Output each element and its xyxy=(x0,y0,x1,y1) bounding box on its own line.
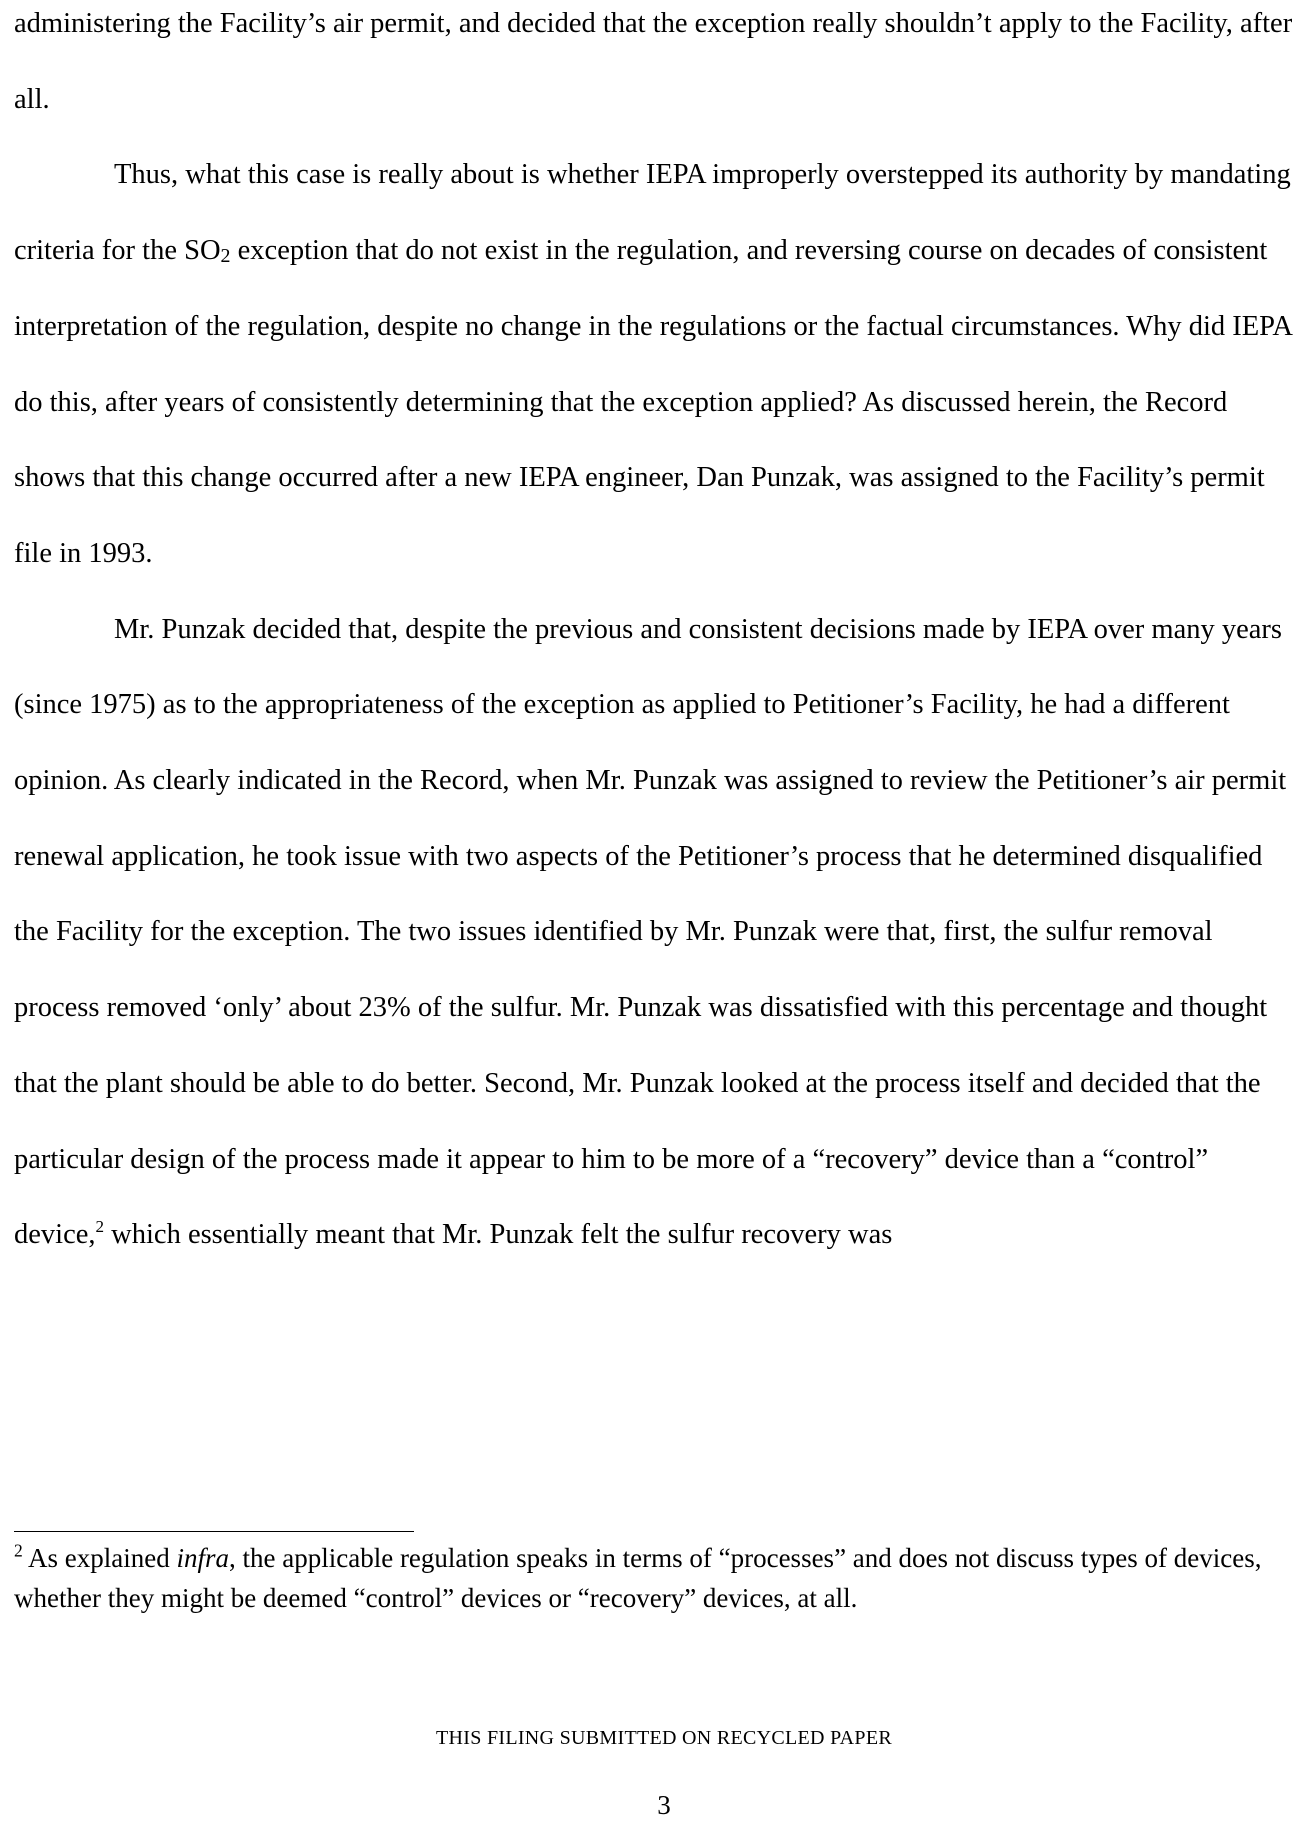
footnote-separator xyxy=(14,1531,414,1532)
paragraph-3: Mr. Punzak decided that, despite the previous and consistent decisions made by IEPA over many years (since 1975) as to the appropriateness of the exception as applied to Petitioner’s Facility, he had a different opinion. As clearly indicated in the Record, when Mr. Punzak was assigned to review the Petitioner’s air permit renewal application, he took issue with two aspects of the Petitioner’s process that he determined disqualified the Facility for the exception. The two issues identified by Mr. Punzak were that, first, the sulfur removal process removed ‘only’ about 23% of the sulfur. Mr. Punzak was dissatisfied with this percentage and thought that the plant should be able to do better. Second, Mr. Punzak looked at the process itself and decided that the particular design of the process made it appear to him to be more of a “recovery” device than a “control” device,$^2$ which essentially meant that Mr. Punzak felt the sulfur recovery was xyxy=(14,613,1287,1251)
footnote-italic: infra xyxy=(176,1543,230,1573)
body-text xyxy=(14,0,1299,1273)
footer-label: THIS FILING SUBMITTED ON RECYCLED PAPER xyxy=(436,1727,892,1749)
footnote-number: 2 xyxy=(14,1540,23,1561)
page-number: 3 xyxy=(657,1790,671,1820)
paragraph-1: administering the Facility’s air permit, and decided that the exception really shouldn’t apply to the Facility, after all. xyxy=(14,8,1293,115)
paragraph-2: Thus, what this case is really about is whether IEPA improperly overstepped its authority by mandating criteria for the $SO_2$ exception that do not exist in the regulation, and reversing course on decades of consistent interpretation of the regulation, despite no change in the regulations or the factual circumstances. Why did IEPA do this, after years of consistently determining that the exception applied? As discussed herein, the Record shows that this change occurred after a new IEPA engineer, Dan Punzak, was assigned to the Facility’s permit file in 1993. xyxy=(14,159,1292,569)
footnote: $^2$ As explained infra, the applicable regulation speaks in terms of “processes” and does not discuss types of devices, whether they might be deemed “control” devices or “recovery” devices, at all. xyxy=(14,1540,1262,1613)
subscript-2: 2 xyxy=(220,245,231,268)
document-page xyxy=(14,0,1304,1824)
footnote-reference[interactable]: 2 xyxy=(95,1217,105,1237)
